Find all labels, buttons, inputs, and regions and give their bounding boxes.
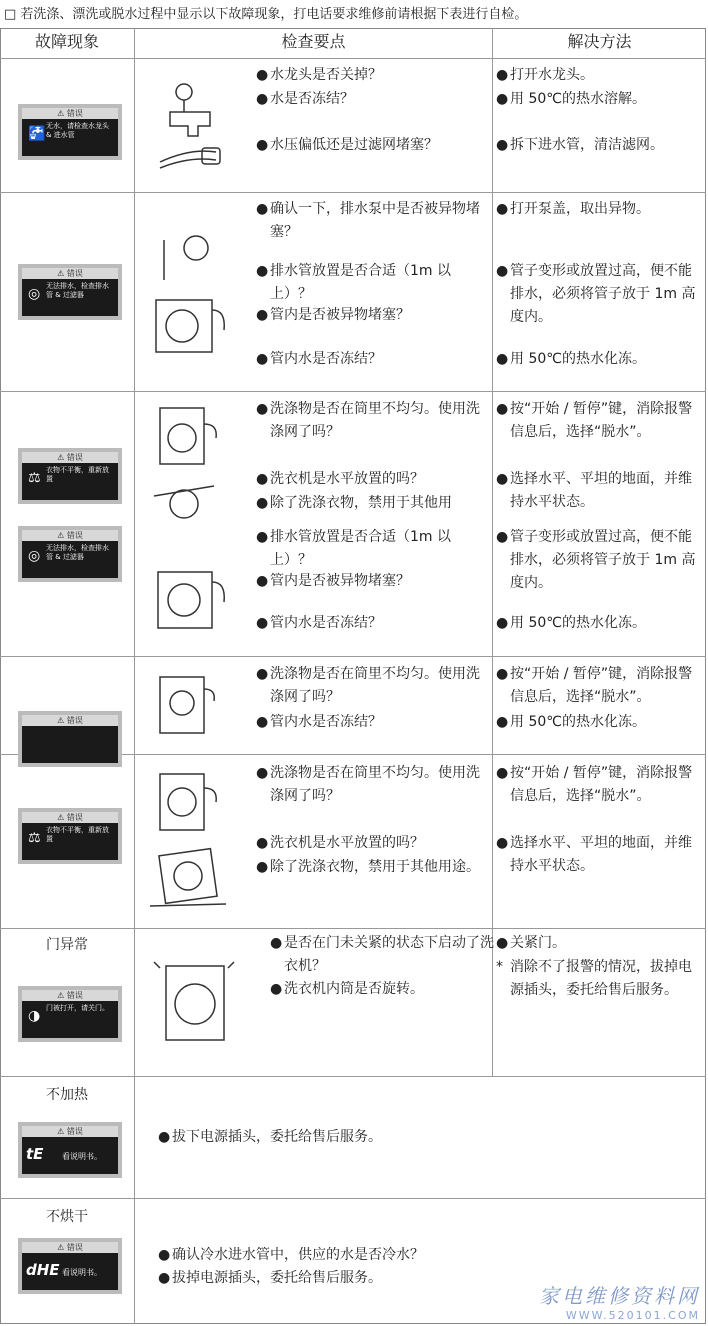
check-item: ● 排水管放置是否合适（1m 以上）？ — [256, 263, 451, 302]
clipped-row — [0, 657, 706, 730]
solution-item: ● 拆下进水管，清洁滤网。 — [496, 137, 664, 153]
check-item: ● 管内水是否冻结？ — [256, 351, 382, 367]
error-display-no-water: ⚠ 错误 🚰 无水，请检查水龙头 & 进水管 — [18, 104, 122, 160]
door-icon: ◑ — [28, 1008, 41, 1024]
check-item: ● 水压偏低还是过滤网堵塞？ — [256, 137, 438, 153]
check-item: ● 洗涤物是否在筒里不均匀。使用洗涤网了吗？ — [256, 765, 480, 804]
error-display-door: ⚠ 错误 ◑ 门被打开，请关门。 — [18, 986, 122, 1042]
solution-item: ● 关紧门。 — [496, 935, 566, 951]
faucet-icon: 🚰 — [28, 126, 46, 142]
unbalance-illustration — [150, 404, 230, 640]
check-item: ● 管内水是否冻结？ — [256, 615, 382, 631]
door-illustration — [150, 952, 240, 1044]
solution-item: ● 按“开始 / 暂停”键，消除报警信息后，选择“脱水”。 — [496, 765, 693, 804]
symptom-label-no-dry: 不烘干 — [46, 1209, 88, 1225]
error-display-te: ⚠ 错误 tE 看说明书。 — [18, 1122, 122, 1178]
symptom-label-no-heat: 不加热 — [46, 1087, 88, 1103]
check-item: ● 水是否冻结？ — [256, 91, 354, 107]
solution-item: ● 管子变形或放置过高，便不能排水，必须将管子放于 1m 高度内。 — [496, 263, 696, 325]
check-item: ● 是否在门未关紧的状态下启动了洗衣机？ — [270, 935, 494, 974]
solution-item: ● 打开水龙头。 — [496, 67, 594, 83]
check-item: ● 管内是否被异物堵塞？ — [256, 573, 410, 589]
check-item: ● 排水管放置是否合适（1m 以上）？ — [256, 529, 451, 568]
table-header — [0, 28, 706, 58]
symptom-label-door: 门异常 — [46, 937, 88, 953]
check-item: ● 除了洗涤衣物，禁用于其他用途。 — [256, 859, 480, 875]
check-item: ● 管内是否被异物堵塞？ — [256, 307, 410, 323]
error-display-clipped: ⚠ 错误 — [18, 711, 122, 767]
error-display-drain-2: ⚠ 错误 ◎ 无法排水，检查排水管 & 过滤器 — [18, 526, 122, 582]
watermark: 家电维修资料网 WWW.520101.COM — [539, 1284, 700, 1322]
solution-item: ● 打开泵盖，取出异物。 — [496, 201, 650, 217]
solution-item: ● 选择水平、平坦的地面，并维持水平状态。 — [496, 835, 692, 874]
intro-text: □ 若洗涤、漂洗或脱水过程中显示以下故障现象，打电话要求维修前请根据下表进行自检。 — [4, 7, 528, 22]
solution-item: ● 管子变形或放置过高，便不能排水，必须将管子放于 1m 高度内。 — [496, 529, 696, 591]
washer-icon: ◎ — [28, 548, 41, 564]
solution-item: * 消除不了报警的情况，拔掉电源插头，委托给售后服务。 — [496, 959, 692, 998]
check-item: ● 洗涤物是否在筒里不均匀。使用洗涤网了吗？ — [256, 401, 480, 440]
solution-item: ● 拔掉电源插头，委托给售后服务。 — [158, 1270, 382, 1286]
header-solution: 解决方法 — [567, 32, 632, 51]
solution-item: ● 按“开始 / 暂停”键，消除报警信息后，选择“脱水”。 — [496, 666, 693, 705]
solution-item: ● 用 50℃的热水化冻。 — [496, 615, 646, 631]
check-item: ● 洗衣机内筒是否旋转。 — [270, 981, 424, 997]
solution-item: ● 用 50℃的热水溶解。 — [496, 91, 646, 107]
check-item: ● 水龙头是否关掉？ — [256, 67, 382, 83]
washer-icon: ◎ — [28, 286, 41, 302]
drain-illustration — [150, 226, 230, 356]
level-illustration — [150, 770, 230, 910]
check-item: ● 洗衣机是水平放置的吗？ — [256, 835, 424, 851]
check-item: ● 除了洗涤衣物，禁用于其他用 — [256, 495, 452, 511]
balance-icon: ⚖ — [28, 830, 41, 846]
error-display-unbalance: ⚠ 错误 ⚖ 衣物不平衡，重新放置 — [18, 448, 122, 504]
error-display-dhe: ⚠ 错误 dHE 看说明书。 — [18, 1238, 122, 1294]
error-display-unbalance-2: ⚠ 错误 ⚖ 衣物不平衡，重新放置 — [18, 808, 122, 864]
solution-item: ● 按“开始 / 暂停”键，消除报警信息后，选择“脱水”。 — [496, 401, 693, 440]
solution-item: ● 拔下电源插头，委托给售后服务。 — [158, 1129, 382, 1145]
check-item: ● 洗衣机是水平放置的吗？ — [256, 471, 424, 487]
solution-item: ● 选择水平、平坦的地面，并维持水平状态。 — [496, 471, 692, 510]
solution-item: ● 用 50℃的热水化冻。 — [496, 714, 646, 730]
header-check: 检查要点 — [281, 32, 346, 51]
washer-illustration — [150, 673, 220, 733]
check-item: ● 确认一下，排水泵中是否被异物堵塞？ — [256, 201, 480, 240]
solution-item: ● 确认冷水进水管中，供应的水是否冷水？ — [158, 1247, 424, 1263]
solution-item: ● 用 50℃的热水化冻。 — [496, 351, 646, 367]
balance-icon: ⚖ — [28, 470, 41, 486]
error-display-drain: ⚠ 错误 ◎ 无法排水，检查排水管 & 过滤器 — [18, 264, 122, 320]
header-symptom: 故障现象 — [34, 32, 99, 51]
faucet-illustration — [150, 72, 230, 180]
check-item: ● 管内水是否冻结？ — [256, 714, 382, 730]
check-item: ● 洗涤物是否在筒里不均匀。使用洗涤网了吗？ — [256, 666, 480, 705]
